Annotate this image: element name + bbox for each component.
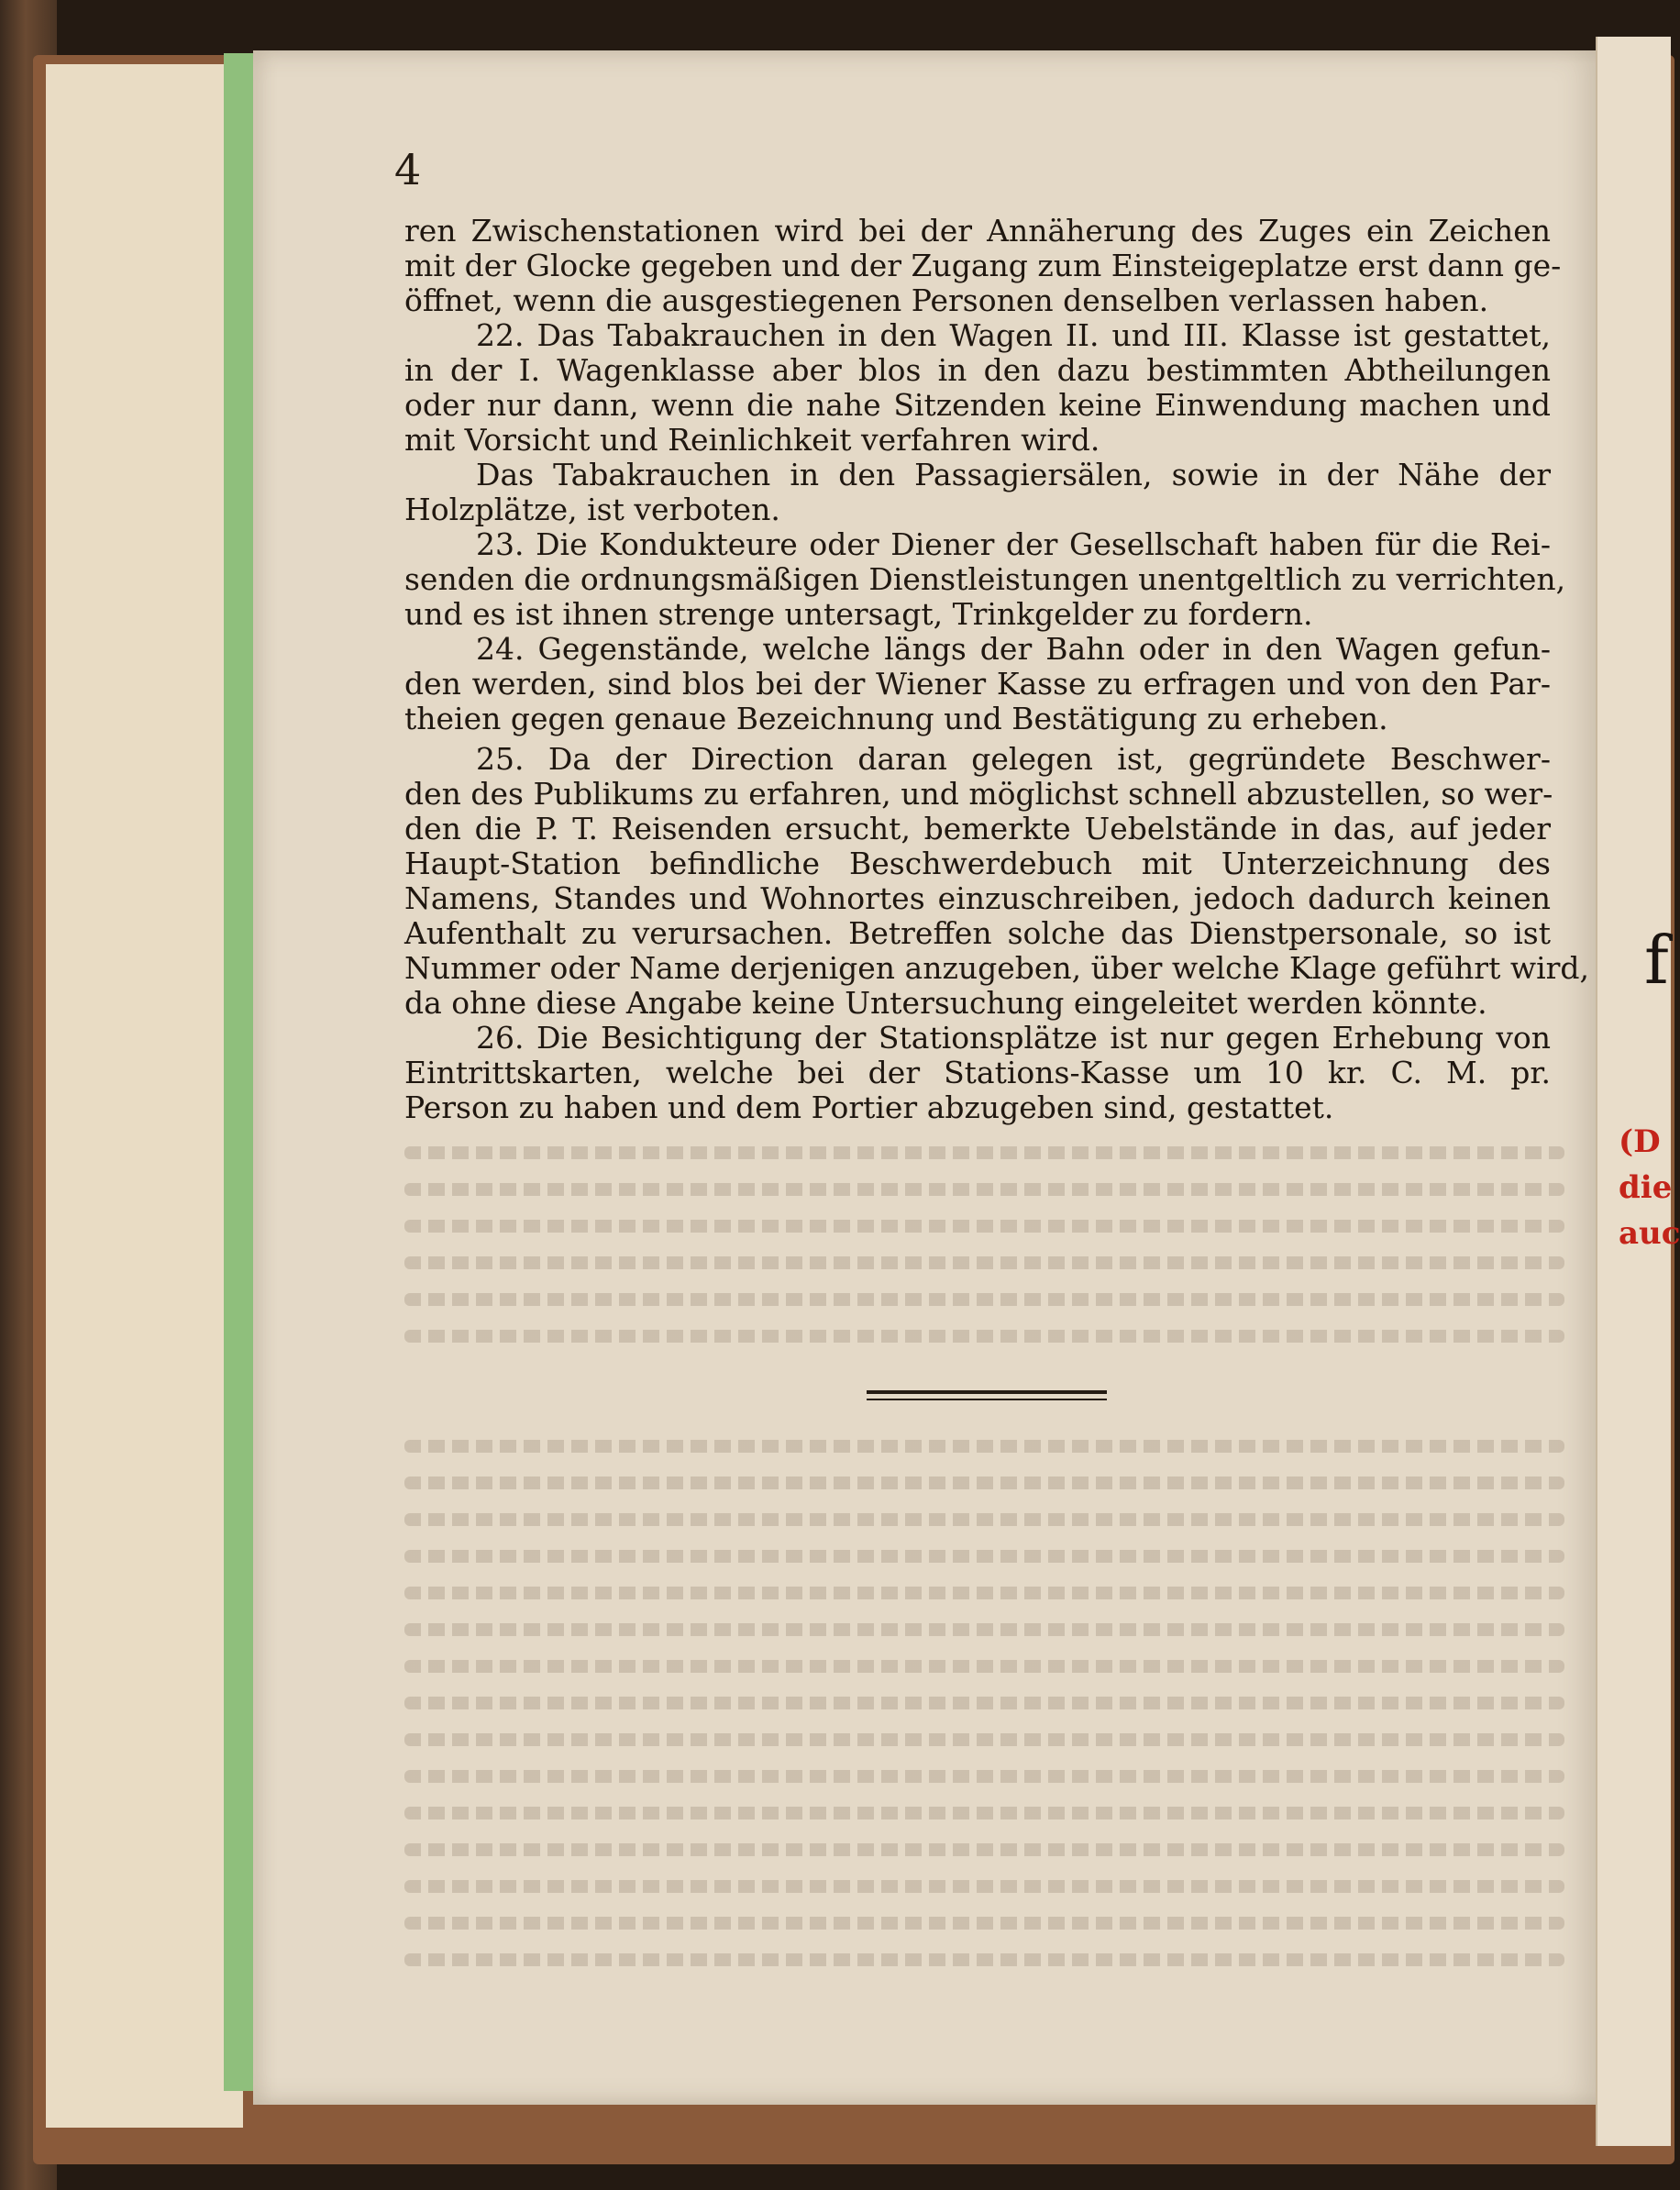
- bleed-through-text: [404, 1623, 1564, 1636]
- bleed-through-text: [404, 1256, 1564, 1269]
- bleed-through-text: [404, 1953, 1564, 1966]
- bleed-through-text: [404, 1770, 1564, 1783]
- paragraph-26-start: 26. Die Besichtigung der Stationsplätze ist nur gegen Erhebung von: [476, 1020, 1551, 1056]
- bleed-through-text: [404, 1550, 1564, 1563]
- text-line: öffnet, wenn die ausgestiegenen Personen denselben verlassen haben.: [404, 282, 1489, 318]
- section-divider-rule: [867, 1390, 1107, 1394]
- text-line: in der I. Wagenklasse aber blos in den dazu bestimmten Abtheilungen: [404, 352, 1551, 388]
- page-number: 4: [394, 145, 422, 194]
- bleed-through-text: [404, 1440, 1564, 1453]
- bleed-through-text: [404, 1330, 1564, 1343]
- bleed-through-text: [404, 1293, 1564, 1306]
- facing-page-red-fragment: (D: [1619, 1123, 1661, 1160]
- text-line: den des Publikums zu erfahren, und möglichst schnell abzustellen, so wer-: [404, 776, 1553, 812]
- bleed-through-text: [404, 1477, 1564, 1489]
- text-line: mit Vorsicht und Reinlichkeit verfahren wird.: [404, 422, 1100, 458]
- facing-page-fragment: f: [1644, 922, 1669, 999]
- text-line: Holzplätze, ist verboten.: [404, 492, 780, 527]
- text-line: den die P. T. Reisenden ersucht, bemerkte Uebelstände in das, auf jeder: [404, 811, 1551, 846]
- text-line: theien gegen genaue Bezeichnung und Bestätigung zu erheben.: [404, 701, 1388, 736]
- facing-page-red-fragment: die: [1619, 1169, 1673, 1206]
- paragraph-24-start: 24. Gegenstände, welche längs der Bahn oder in den Wagen gefun-: [476, 631, 1551, 667]
- text-line: mit der Glocke gegeben und der Zugang zum Einsteigeplatze erst dann ge-: [404, 248, 1562, 283]
- text-line: da ohne diese Angabe keine Untersuchung eingeleitet werden könnte.: [404, 985, 1487, 1021]
- bleed-through-text: [404, 1220, 1564, 1233]
- text-line: Nummer oder Name derjenigen anzugeben, über welche Klage geführt wird,: [404, 950, 1590, 986]
- paragraph-22-start: 22. Das Tabakrauchen in den Wagen II. und III. Klasse ist gestattet,: [476, 317, 1551, 353]
- paragraph-23-start: 23. Die Kondukteure oder Diener der Gesellschaft haben für die Rei-: [476, 526, 1551, 562]
- bleed-through-text: [404, 1807, 1564, 1819]
- bleed-through-text: [404, 1146, 1564, 1159]
- facing-page-edge: [1596, 37, 1671, 2146]
- section-divider-rule: [867, 1399, 1107, 1400]
- facing-page-red-fragment: auc: [1619, 1215, 1680, 1252]
- text-line: und es ist ihnen strenge untersagt, Trinkgelder zu fordern.: [404, 596, 1313, 632]
- bleed-through-text: [404, 1843, 1564, 1856]
- bleed-through-text: [404, 1587, 1564, 1599]
- bleed-through-text: [404, 1513, 1564, 1526]
- bleed-through-text: [404, 1660, 1564, 1673]
- text-line: Das Tabakrauchen in den Passagiersälen, sowie in der Nähe der: [476, 457, 1551, 492]
- previous-leaf-edge: [46, 64, 243, 2128]
- text-line: oder nur dann, wenn die nahe Sitzenden keine Einwendung machen und: [404, 387, 1551, 423]
- bleed-through-text: [404, 1183, 1564, 1196]
- paragraph-25-start: 25. Da der Direction daran gelegen ist, gegründete Beschwer-: [476, 741, 1551, 777]
- bleed-through-text: [404, 1917, 1564, 1930]
- text-line: Eintrittskarten, welche bei der Stations-Kasse um 10 kr. C. M. pr.: [404, 1055, 1551, 1090]
- text-line: ren Zwischenstationen wird bei der Annäherung des Zuges ein Zeichen: [404, 213, 1551, 249]
- text-line: Person zu haben und dem Portier abzugeben sind, gestattet.: [404, 1089, 1334, 1125]
- text-line: Namens, Standes und Wohnortes einzuschreiben, jedoch dadurch keinen: [404, 880, 1551, 916]
- text-line: Aufenthalt zu verursachen. Betreffen solche das Dienstpersonale, so ist: [404, 915, 1551, 951]
- text-line: den werden, sind blos bei der Wiener Kasse zu erfragen und von den Par-: [404, 666, 1551, 702]
- bleed-through-text: [404, 1733, 1564, 1746]
- text-line: senden die ordnungsmäßigen Dienstleistungen unentgeltlich zu verrichten,: [404, 561, 1566, 597]
- green-binding-strip: [224, 53, 253, 2091]
- bleed-through-text: [404, 1697, 1564, 1709]
- text-line: Haupt-Station befindliche Beschwerdebuch mit Unterzeichnung des: [404, 846, 1551, 881]
- bleed-through-text: [404, 1880, 1564, 1893]
